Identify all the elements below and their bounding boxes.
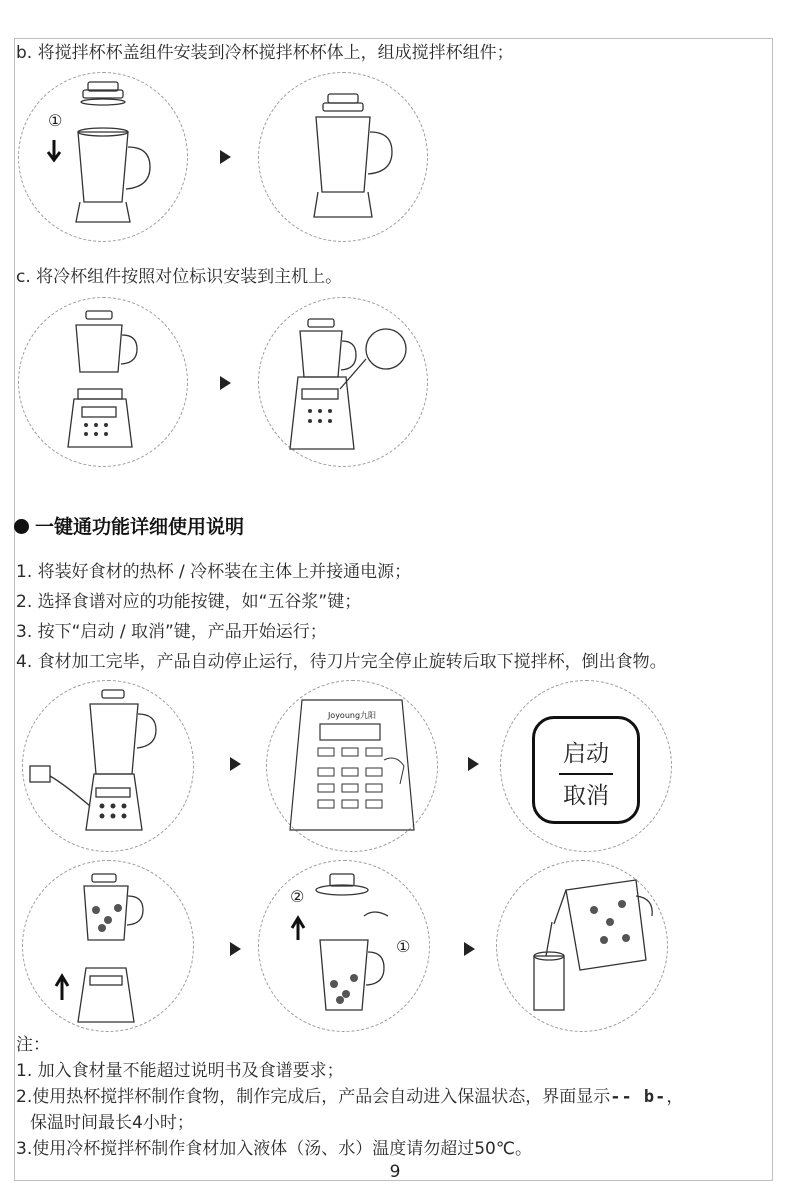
open-lid-illustration [258, 860, 430, 1032]
pour-food-illustration [496, 860, 668, 1032]
jar-onto-base-illustration [18, 297, 188, 467]
step-c-text: c. 将冷杯组件按照对位标识安装到主机上。 [16, 267, 343, 287]
remove-jar-illustration [22, 860, 194, 1032]
display-code: -- b- [610, 1087, 667, 1107]
bullet-dot-icon [14, 519, 29, 534]
blender-lid-install-illustration [18, 72, 188, 242]
step-b-text: b. 将搅拌杯杯盖组件安装到冷杯搅拌杯杯体上，组成搅拌杯组件； [16, 43, 514, 63]
arrow-icon [220, 150, 231, 164]
start-cancel-divider [559, 773, 613, 775]
blender-jar-assembled-illustration [258, 72, 428, 242]
arrow-icon [220, 376, 231, 390]
arrow-icon [230, 757, 241, 771]
arrow-icon [230, 942, 241, 956]
note-2-continued-text: 保温时间最长4小时； [30, 1113, 194, 1133]
section-heading-text: 一键通功能详细使用说明 [35, 516, 245, 538]
start-cancel-key [532, 716, 640, 824]
step-2-text: 2. 选择食谱对应的功能按键，如“五谷浆”键； [16, 592, 362, 612]
marker-2-label: ② [290, 887, 305, 906]
note-1-text: 1. 加入食材量不能超过说明书及食谱要求； [16, 1061, 344, 1081]
note-2-trail: ， [666, 1087, 684, 1107]
step-4-text: 4. 食材加工完毕，产品自动停止运行，待刀片完全停止旋转后取下搅拌杯，倒出食物。 [16, 652, 667, 672]
blender-plugged-in-illustration [22, 680, 194, 852]
brand-label: Joyoung九阳 [327, 711, 377, 720]
page-number: 9 [389, 1162, 401, 1182]
arrow-icon [464, 942, 475, 956]
arrow-icon [468, 757, 479, 771]
note-3-text: 3.使用冷杯搅拌杯制作食材加入液体（汤、水）温度请勿超过50℃。 [16, 1139, 532, 1159]
marker-1-label: ① [396, 937, 411, 956]
assembled-blender-illustration [258, 297, 428, 467]
step-3-text: 3. 按下“启动 / 取消”键，产品开始运行； [16, 622, 327, 642]
control-panel-illustration [266, 680, 438, 852]
start-label: 启动 [563, 741, 609, 767]
section-heading [14, 512, 244, 539]
note-2-text: 2.使用热杯搅拌杯制作食物，制作完成后，产品会自动进入保温状态，界面显示 [16, 1087, 611, 1107]
cancel-label: 取消 [563, 783, 609, 809]
step-1-text: 1. 将装好食材的热杯 / 冷杯装在主体上并接通电源； [16, 562, 412, 582]
note-2-line [16, 1082, 683, 1107]
marker-1-label: ① [48, 111, 63, 130]
notes-title: 注： [16, 1035, 50, 1055]
